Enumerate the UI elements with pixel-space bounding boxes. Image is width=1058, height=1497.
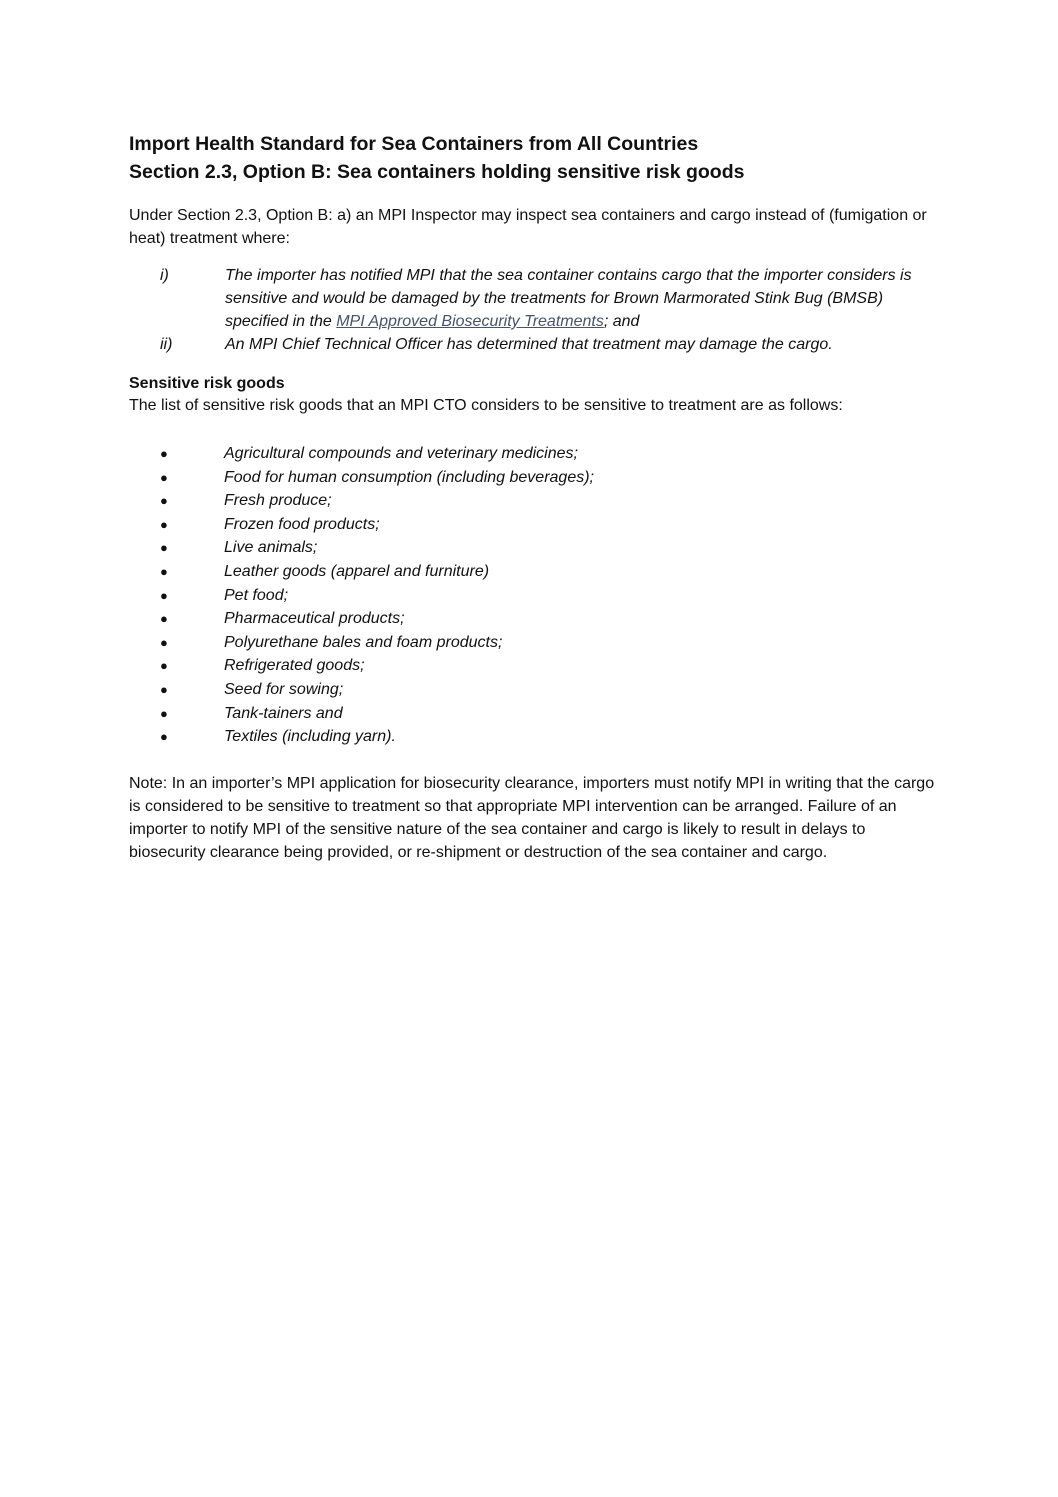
list-item-text: Pet food; [224, 586, 289, 604]
intro-paragraph: Under Section 2.3, Option B: a) an MPI Inspector may inspect sea containers and cargo instead of (fumigation or heat) treatment where: [129, 207, 927, 247]
note-paragraph: Note: In an importer’s MPI application for biosecurity clearance, importers must notify MPI in writing that the cargo is considered to be sensitive to treatment so that appropriate MPI intervention can be arranged. Failure of an importer to notify MPI of the sensitive nature of the sea container and cargo is likely to result in delays to biosecurity clearance being provided, or re-shipment or destruction of the sea container and cargo. [129, 774, 935, 861]
list-item [129, 536, 949, 560]
condition-text [225, 264, 925, 333]
condition-text-start: The importer has notified MPI that the sea container contains cargo that the importer considers is sensitive and would be damaged by the treatments for Brown Marmorated Stink Bug (BMSB) specified in the [225, 267, 912, 330]
bullet-icon: ● [160, 469, 168, 485]
mpi-approved-treatments-link[interactable]: MPI Approved Biosecurity Treatments [336, 313, 604, 330]
bullet-icon: ● [160, 540, 168, 556]
section-subheading: Sensitive risk goods [129, 375, 285, 392]
bullet-icon: ● [160, 587, 168, 603]
list-item-text: Agricultural compounds and veterinary medicines; [224, 445, 578, 462]
bullet-icon: ● [160, 681, 168, 697]
title-line-1: Import Health Standard for Sea Containers from All Countries [129, 133, 699, 155]
bullet-icon: ● [160, 611, 168, 627]
list-item [129, 560, 949, 584]
list-item [129, 513, 949, 537]
list-item [129, 489, 949, 513]
list-item-text: Fresh produce; [224, 492, 332, 510]
list-item [129, 607, 949, 631]
condition-text: An MPI Chief Technical Officer has determined that treatment may damage the cargo. [225, 336, 833, 353]
condition-item [129, 333, 949, 356]
list-item-text: Leather goods (apparel and furniture) [224, 562, 490, 580]
list-item [129, 678, 949, 702]
list-item-text: Refrigerated goods; [224, 657, 365, 675]
conditions-list [129, 264, 949, 356]
list-item-text: Textiles (including yarn). [224, 728, 396, 746]
list-item [129, 702, 949, 726]
bullet-icon: ● [160, 563, 168, 579]
condition-text-end: ; and [603, 313, 640, 330]
subheading-intro: The list of sensitive risk goods that an MPI CTO considers to be sensitive to treatment are as follows: [129, 397, 843, 414]
list-item-text: Live animals; [224, 539, 318, 557]
document-title [129, 130, 949, 186]
bullet-icon: ● [160, 493, 168, 509]
list-item [129, 725, 949, 749]
sensitive-goods-list [129, 442, 949, 749]
list-item [129, 631, 949, 655]
list-item [129, 442, 949, 466]
condition-number: i) [160, 267, 169, 284]
list-item-text: Frozen food products; [224, 515, 380, 533]
bullet-icon: ● [160, 446, 168, 461]
list-item [129, 654, 949, 678]
title-line-2: Section 2.3, Option B: Sea containers holding sensitive risk goods [129, 161, 745, 183]
condition-item [129, 264, 949, 333]
list-item-text: Tank-tainers and [224, 704, 343, 722]
list-item-text: Pharmaceutical products; [224, 610, 405, 628]
bullet-icon: ● [160, 516, 168, 532]
list-item-text: Polyurethane bales and foam products; [224, 633, 503, 651]
bullet-icon: ● [160, 634, 168, 650]
list-item [129, 466, 949, 490]
bullet-icon: ● [160, 658, 168, 674]
condition-number: ii) [160, 336, 173, 353]
list-item-text: Seed for sowing; [224, 680, 344, 698]
list-item [129, 584, 949, 608]
list-item-text: Food for human consumption (including beverages); [224, 468, 594, 486]
document-content [129, 130, 949, 864]
bullet-icon: ● [160, 705, 168, 721]
bullet-icon: ● [160, 729, 168, 745]
